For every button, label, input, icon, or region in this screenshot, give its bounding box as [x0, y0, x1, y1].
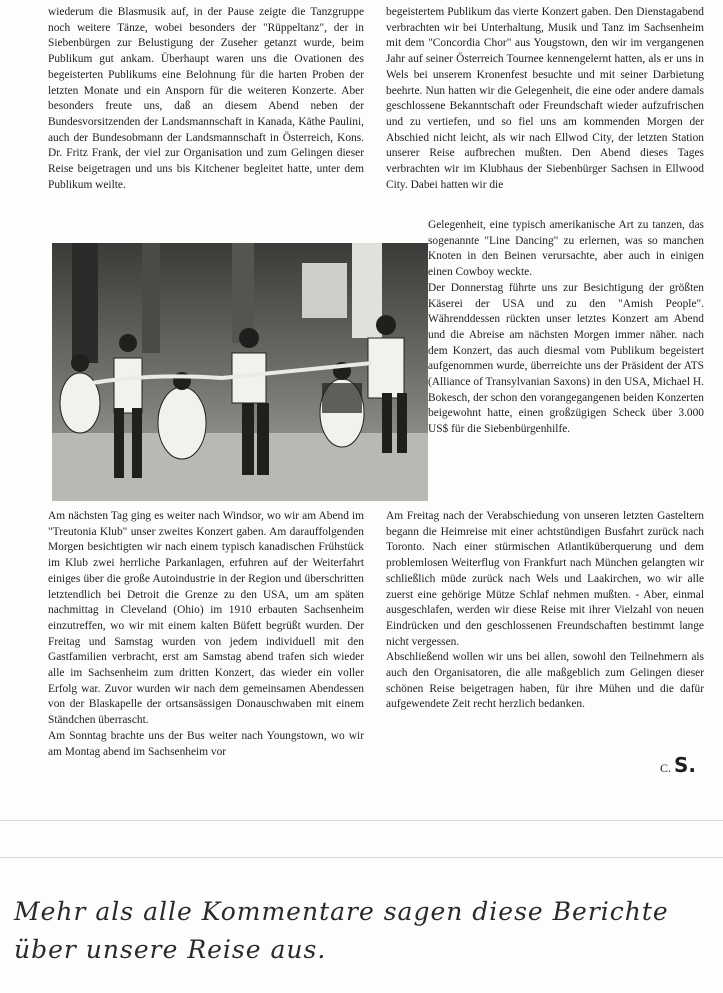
column-right-bottom	[386, 509, 704, 713]
article-paragraph: wiederum die Blasmusik auf, in der Pause zeigte die Tanzgruppe noch weitere Tänze, wobei besonders der "Rüppeltanz", der in Siebenbürgen zur Belustigung der Zuseher getanzt wurde, beim Publikum gut ankam. Überhaupt waren uns die Ovationen des begeisterten Publikums eine Belohnung für die harten Proben der letzten Monate und ein Ansporn für die weiteren Konzerte. Aber besonders freute uns, daß an diesem Abend neben der Bundesvorsitzenden der Landsmannschaft in Kanada, Käthe Paulini, auch der Bundesobmann der Landsmannschaft in Österreich, Kons. Dr. Fritz Frank, der viel zur Organisation und zum Gelingen dieser Reise beigetragen und uns bis Kitchener begleitet hatte, unter dem Publikum weilte.	[48, 6, 364, 191]
article-paragraph: Am Freitag nach der Verabschiedung von unseren letzten Gasteltern begann die Heimreise mit einer achtstündigen Busfahrt zurück nach Toronto. Nach einer stürmischen Atlantiküberquerung und dem problemlosen Weiterflug von Frankfurt nach München gelangten wir schließlich müde zurück nach Wels und Laakirchen, wo wir alle zuerst eine gehörige Mütze Schlaf nehmen mußten. - Aber, einmal ausgeschlafen, werden wir diese Reise mit ihrer Vielzahl von neuen Eindrücken und den geschlossenen Freundschaften bestimmt lange nicht vergessen.	[386, 510, 704, 648]
article-paragraph: Am Sonntag brachte uns der Bus weiter nach Youngstown, wo wir am Montag abend im Sachsenheim vor	[48, 729, 364, 758]
column-right-top	[386, 5, 704, 193]
handwritten-line: über unsere Reise aus.	[14, 935, 327, 964]
signature-mark: S.	[674, 753, 697, 777]
signature-initial: C.	[660, 761, 672, 775]
article-paragraph: Abschließend wollen wir uns bei allen, sowohl den Teilnehmern als auch den Organisatoren, die alle maßgeblich zum Gelingen dieser schönen Reise beigetragen haben, für ihre Mühen und die dafür aufgewendete Zeit recht herzlich bedanken.	[386, 651, 704, 711]
folk-dance-photo-image	[52, 243, 428, 501]
ruled-line	[0, 820, 723, 821]
column-left-bottom	[48, 509, 364, 760]
article-paragraph: Am nächsten Tag ging es weiter nach Windsor, wo wir am Abend im "Treutonia Klub" unser zweites Konzert gaben. Am darauffolgenden Morgen besichtigten wir nach einem typisch kanadischen Frühstück im Klub zwei herrliche Parkanlagen, erfuhren auf der Weiterfahrt einiges über die große Autoindustrie in der Region und überschritten letztendlich bei Detroit die Grenze zu den USA, um am späten nachmittag in Cleveland (Ohio) im 1910 erbauten Sachsenheim einzutreffen, wo wir mit einem kalten Büfett begrüßt wurden. Der Freitag und Samstag wurden von jedem individuell mit den Gastfamilien verbracht, erst am Samstag abend trafen sich wieder alle im Sachsenheim zum dritten Konzert, das wieder ein voller Erfolg war. Zuvor wurden wir nach dem gemeinsamen Abendessen von der Blaskapelle der ortsansässigen Donauschwaben mit einem Ständchen überrascht.	[48, 510, 364, 727]
handwritten-line: Mehr als alle Kommentare sagen diese Berichte	[14, 897, 669, 926]
handwritten-note	[14, 893, 704, 969]
article-paragraph: Gelegenheit, eine typisch amerikanische Art zu tanzen, das sogenannte "Line Dancing" zu erlernen, was so manchen Knoten in den Beinen verursachte, aber auch in einigen einen Cowboy weckte.	[428, 219, 704, 279]
author-signature	[660, 753, 696, 777]
ruled-line	[0, 857, 723, 858]
folk-dance-photo	[52, 243, 428, 501]
article-paragraph: Der Donnerstag führte uns zur Besichtigung der größten Käserei der USA und zu den "Amish People". Währenddessen rückten unser letztes Konzert am Abend und die Abreise am nächsten Morgen immer näher. nach dem Konzert, das auch diesmal vom Publikum begeistert aufgenommen wurde, überreichte uns der Präsident der ATS (Alliance of Transylvanian Saxons) in den USA, Michael H. Bokesch, der schon den vorangegangenen beiden Konzerten beigewohnt hatte, einen großzügigen Scheck über 3.000 US$ für die Siebenbürgenhilfe.	[428, 281, 704, 436]
article-paragraph: begeistertem Publikum das vierte Konzert gaben. Den Dienstagabend verbrachten wir bei Unterhaltung, Musik und Tanz im Sachsenheim mit dem "Concordia Chor" aus Yougstown, den wir im vergangenen Jahr auf seiner Österreich Tournee kennengelernt hatten, als er uns in Wels bei unserem Kronenfest besuchte und mit seiner Darbietung beehrte. Nun hatten wir die Gelegenheit, die eine oder andere damals geschlossene Bekanntschaft oder Freundschaft wieder aufzufrischen und zu vertiefen, und so fiel uns am kommenden Morgen der Abschied nicht leicht, als wir nach Ellwod City, der letzten Station unserer Reise aufbrechen mußten. Den Abend dieses Tages verbrachten wir im Klubhaus der Siebenbürger Sachsen in Ellwood City. Dabei hatten wir die	[386, 6, 704, 191]
column-right-mid	[428, 218, 704, 438]
column-left-top	[48, 5, 364, 193]
